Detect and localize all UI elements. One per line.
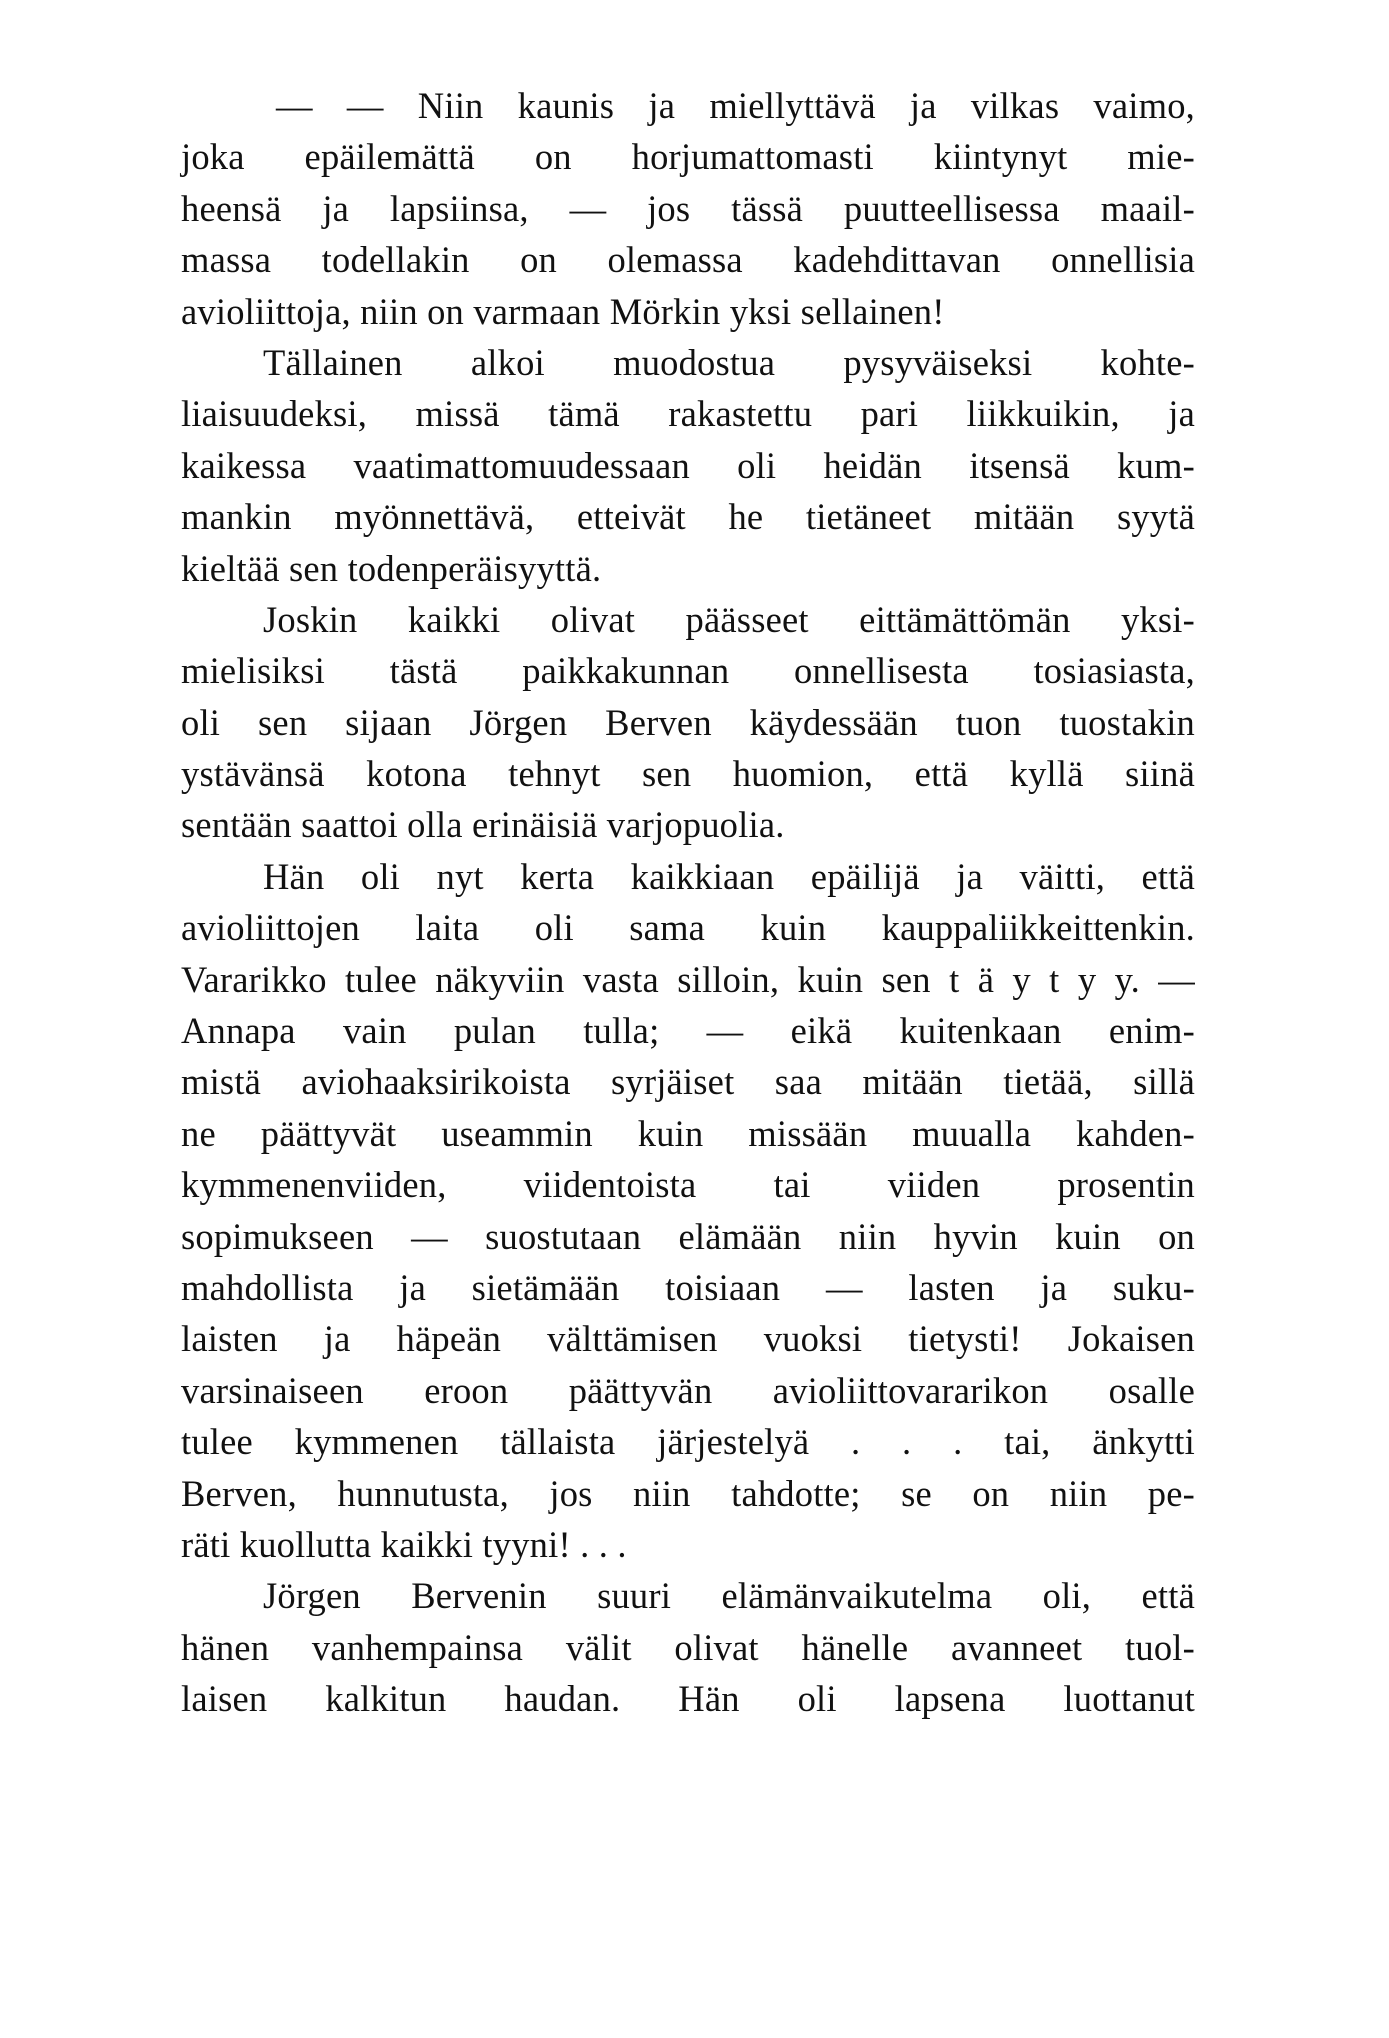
text-line: avioliittojen laita oli sama kuin kauppaliikkeittenkin. [181,907,1195,949]
text-line: mahdollista ja sietämään toisiaan — lasten ja suku- [181,1266,1195,1308]
text-line: kaikessa vaatimattomuudessaan oli heidän itsensä kum- [181,444,1195,486]
text-line: — — Niin kaunis ja miellyttävä ja vilkas vaimo, [276,85,1195,126]
text-line: räti kuollutta kaikki tyyni! . . . [181,1523,627,1565]
text-line: joka epäilemättä on horjumattomasti kiintynyt mie- [181,136,1195,178]
text-line: mankin myönnettävä, etteivät he tietäneet mitään syytä [181,496,1195,538]
text-line: kymmenenviiden, viidentoista tai viiden prosentin [181,1164,1195,1206]
text-line: Joskin kaikki olivat päässeet eittämättömän yksi- [263,598,1195,640]
text-line: ystävänsä kotona tehnyt sen huomion, että kyllä siinä [181,753,1195,795]
text-line: sopimukseen — suostutaan elämään niin hyvin kuin on [181,1215,1195,1257]
text-line: kieltää sen todenperäisyyttä. [181,547,602,589]
text-line: avioliittoja, niin on varmaan Mörkin yksi sellainen! [181,290,945,332]
text-line: mistä aviohaaksirikoista syrjäiset saa mitään tietää, sillä [181,1061,1195,1103]
text-line: varsinaiseen eroon päättyvän avioliittovararikon osalle [181,1369,1195,1411]
text-line: sentään saattoi olla erinäisiä varjopuolia. [181,804,785,846]
text-line: Tällainen alkoi muodostua pysyväiseksi kohte- [263,341,1195,383]
text-line: tulee kymmenen tällaista järjestelyä . . . tai, änkytti [181,1421,1195,1463]
text-line: heensä ja lapsiinsa, — jos tässä puutteellisessa maail- [181,187,1195,229]
text-line: laisen kalkitun haudan. Hän oli lapsena luottanut [181,1678,1195,1720]
text-line: oli sen sijaan Jörgen Berven käydessään tuon tuostakin [181,701,1195,743]
text-line: Berven, hunnutusta, jos niin tahdotte; se on niin pe- [181,1472,1195,1514]
text-line: laisten ja häpeän välttämisen vuoksi tietysti! Jokaisen [181,1318,1195,1360]
text-line: ne päättyvät useammin kuin missään muualla kahden- [181,1112,1195,1154]
text-line: Vararikko tulee näkyviin vasta silloin, kuin sen t ä y t y y. — [181,958,1195,1000]
text-line: Annapa vain pulan tulla; — eikä kuitenkaan enim- [181,1010,1195,1052]
text-line: liaisuudeksi, missä tämä rakastettu pari liikkuikin, ja [181,393,1195,435]
text-line: hänen vanhempainsa välit olivat hänelle avanneet tuol- [181,1626,1195,1668]
text-line: Jörgen Bervenin suuri elämänvaikutelma oli, että [263,1575,1195,1617]
text-line: massa todellakin on olemassa kadehdittavan onnellisia [181,239,1195,281]
text-line: Hän oli nyt kerta kaikkiaan epäilijä ja väitti, että [263,855,1195,897]
text-line: mielisiksi tästä paikkakunnan onnellisesta tosiasiasta, [181,650,1195,692]
body-text [181,80,1195,1725]
